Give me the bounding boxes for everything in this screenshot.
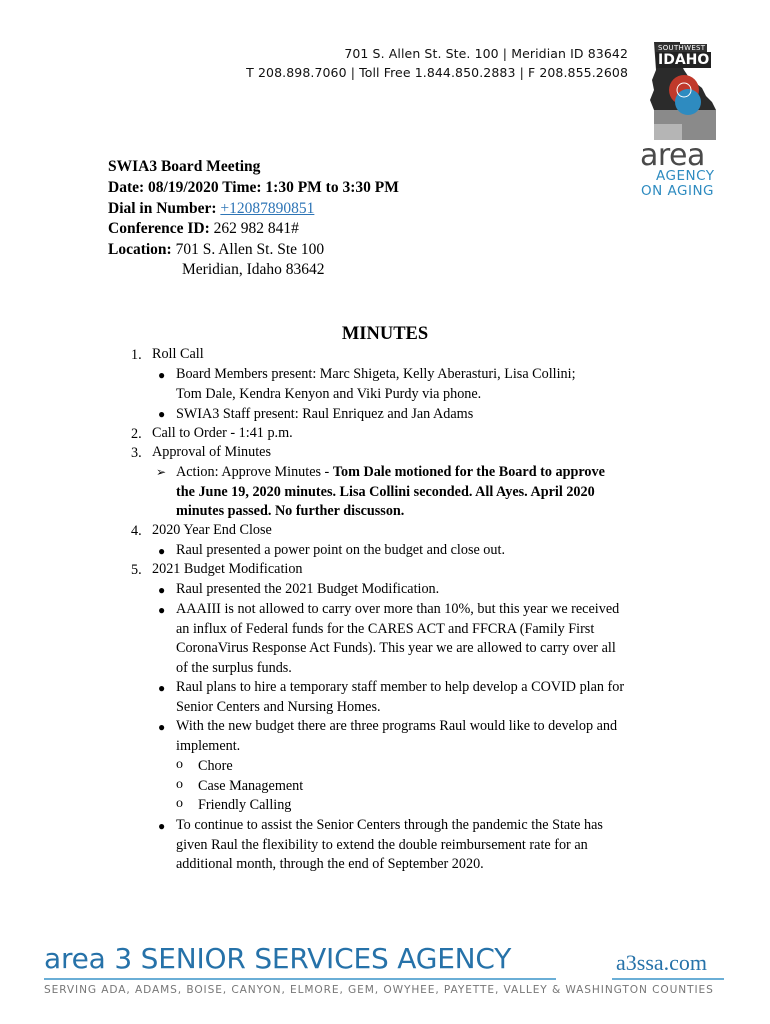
footer-agency-name: area 3 SENIOR SERVICES AGENCY: [44, 942, 512, 975]
minutes-heading: MINUTES: [341, 324, 429, 344]
bullet-text: CoronaVirus Response Act Funds). This year we are allowed to carry over all: [176, 640, 616, 656]
bullet-text: AAAIII is not allowed to carry over more than 10%, but this year we received: [176, 601, 620, 617]
item-number: 2.: [131, 426, 142, 442]
footer-counties: SERVING ADA, ADAMS, BOISE, CANYON, ELMORE, GEM, OWYHEE, PAYETTE, VALLEY & WASHINGTON COUNTIES: [44, 984, 714, 996]
logo-area: area: [640, 138, 705, 173]
bullet-text: Board Members present: Marc Shigeta, Kelly Aberasturi, Lisa Collini;: [176, 366, 576, 382]
item-number: 1.: [131, 347, 142, 363]
location: Location: 701 S. Allen St. Ste 100: [108, 241, 325, 258]
bullet: ●: [158, 603, 166, 617]
program-item: Friendly Calling: [198, 797, 292, 813]
action-text: minutes passed. No further discusson.: [176, 503, 405, 519]
footer-website-underline: [612, 978, 724, 980]
item-call-to-order: Call to Order - 1:41 p.m.: [152, 425, 293, 441]
bullet-text: Senior Centers and Nursing Homes.: [176, 699, 381, 715]
bullet-text: additional month, through the end of September 2020.: [176, 856, 484, 872]
logo-southwest: SOUTHWEST: [658, 44, 706, 52]
program-item: Chore: [198, 758, 233, 774]
logo-agency: AGENCY: [656, 168, 715, 184]
bullet: ●: [158, 368, 166, 382]
bullet-text: Raul presented the 2021 Budget Modification.: [176, 581, 440, 597]
bullet: ●: [158, 720, 166, 734]
bullet-text: Raul plans to hire a temporary staff member to help develop a COVID plan for: [176, 679, 625, 695]
sub-bullet: o: [176, 796, 183, 811]
meeting-date: Date: 08/19/2020 Time: 1:30 PM to 3:30 PM: [108, 179, 399, 196]
bullet-text: implement.: [176, 738, 241, 754]
bullet-text: of the surplus funds.: [176, 660, 292, 676]
dial-in: Dial in Number: +12087890851: [108, 200, 315, 217]
logo-idaho: IDAHO: [658, 52, 710, 68]
phone-line: T 208.898.7060 | Toll Free 1.844.850.2883 | F 208.855.2608: [246, 65, 628, 80]
bullet-text: given Raul the flexibility to extend the double reimbursement rate for an: [176, 837, 588, 853]
bullet: ●: [158, 544, 166, 558]
footer-website[interactable]: a3ssa.com: [616, 950, 708, 975]
address-line: 701 S. Allen St. Ste. 100 | Meridian ID 83642: [344, 46, 628, 61]
bullet: ●: [158, 681, 166, 695]
program-item: Case Management: [198, 778, 304, 794]
item-number: 4.: [131, 523, 142, 539]
bullet: ●: [158, 583, 166, 597]
bullet-text: SWIA3 Staff present: Raul Enriquez and Jan Adams: [176, 406, 474, 422]
action-text: the June 19, 2020 minutes. Lisa Collini seconded. All Ayes. April 2020: [176, 484, 595, 500]
meeting-title: SWIA3 Board Meeting: [108, 158, 261, 175]
item-number: 5.: [131, 562, 142, 578]
bullet-text: Raul presented a power point on the budget and close out.: [176, 542, 505, 558]
item-approval: Approval of Minutes: [152, 444, 272, 460]
arrow-bullet: ➢: [156, 465, 167, 479]
item-year-end: 2020 Year End Close: [152, 522, 272, 538]
item-budget-mod: 2021 Budget Modification: [152, 561, 303, 577]
bullet-text: an influx of Federal funds for the CARES ACT and FFCRA (Family First: [176, 621, 595, 637]
location-line2: Meridian, Idaho 83642: [182, 261, 325, 278]
bullet: ●: [158, 407, 166, 421]
action-text: Action: Approve Minutes - Tom Dale motioned for the Board to approve: [176, 464, 605, 480]
sub-bullet: o: [176, 757, 183, 772]
footer-divider: [44, 978, 556, 980]
bullet-text: To continue to assist the Senior Centers through the pandemic the State has: [176, 817, 603, 833]
bullet-text: With the new budget there are three programs Raul would like to develop and: [176, 718, 618, 734]
bullet: ●: [158, 819, 166, 833]
logo-on-aging: ON AGING: [641, 183, 715, 199]
item-roll-call: Roll Call: [152, 346, 204, 362]
conference-id: Conference ID: 262 982 841#: [108, 220, 299, 237]
sub-bullet: o: [176, 777, 183, 792]
bullet-text: Tom Dale, Kendra Kenyon and Viki Purdy via phone.: [176, 386, 482, 402]
item-number: 3.: [131, 445, 142, 461]
dial-number-link[interactable]: +12087890851: [220, 200, 315, 217]
